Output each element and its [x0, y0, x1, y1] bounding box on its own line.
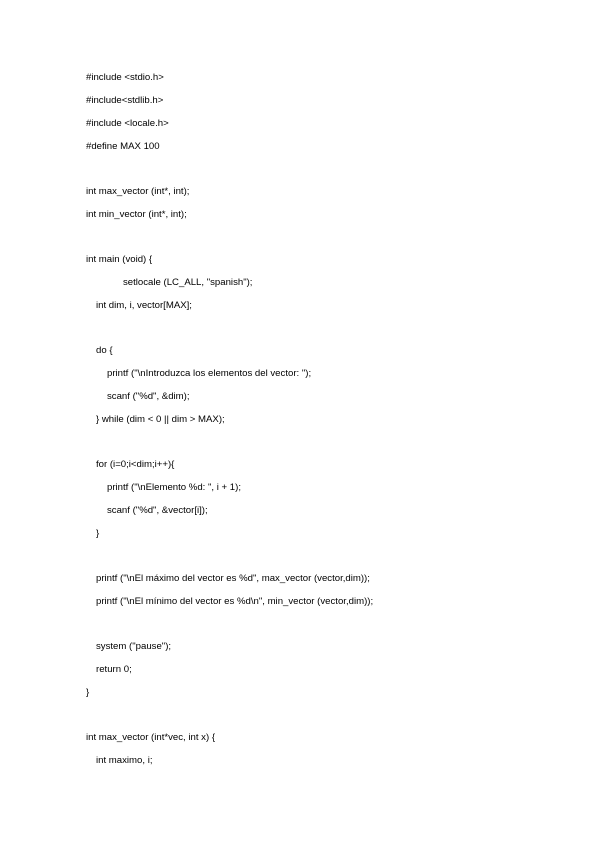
- code-line: int max_vector (int*vec, int x) {: [86, 732, 216, 743]
- code-line: int min_vector (int*, int);: [86, 209, 187, 220]
- code-line: scanf ("%d", &dim);: [107, 391, 190, 402]
- code-line: system ("pause");: [96, 641, 172, 652]
- code-line: printf ("\nElemento %d: ", i + 1);: [107, 482, 241, 493]
- code-line: return 0;: [96, 664, 132, 675]
- code-line: setlocale (LC_ALL, "spanish");: [123, 277, 253, 288]
- code-line: #include<stdlib.h>: [86, 95, 164, 106]
- code-line: int max_vector (int*, int);: [86, 186, 190, 197]
- code-line: } while (dim < 0 || dim > MAX);: [96, 414, 225, 425]
- code-line: for (i=0;i<dim;i++){: [96, 459, 175, 470]
- code-line: #include <locale.h>: [86, 118, 169, 129]
- code-line: do {: [96, 345, 113, 356]
- code-line: }: [96, 528, 100, 539]
- code-line: int maximo, i;: [96, 755, 153, 766]
- code-line: scanf ("%d", &vector[i]);: [107, 505, 208, 516]
- code-line: #include <stdio.h>: [86, 72, 164, 83]
- code-line: printf ("\nEl máximo del vector es %d", max_vector (vector,dim));: [96, 573, 370, 584]
- code-line: printf ("\nEl mínimo del vector es %d\n", min_vector (vector,dim));: [96, 596, 374, 607]
- code-line: printf ("\nIntroduzca los elementos del vector: ");: [107, 368, 312, 379]
- code-line: int main (void) {: [86, 254, 153, 265]
- code-line: }: [86, 687, 90, 698]
- code-line: int dim, i, vector[MAX];: [96, 300, 192, 311]
- code-line: #define MAX 100: [86, 141, 160, 152]
